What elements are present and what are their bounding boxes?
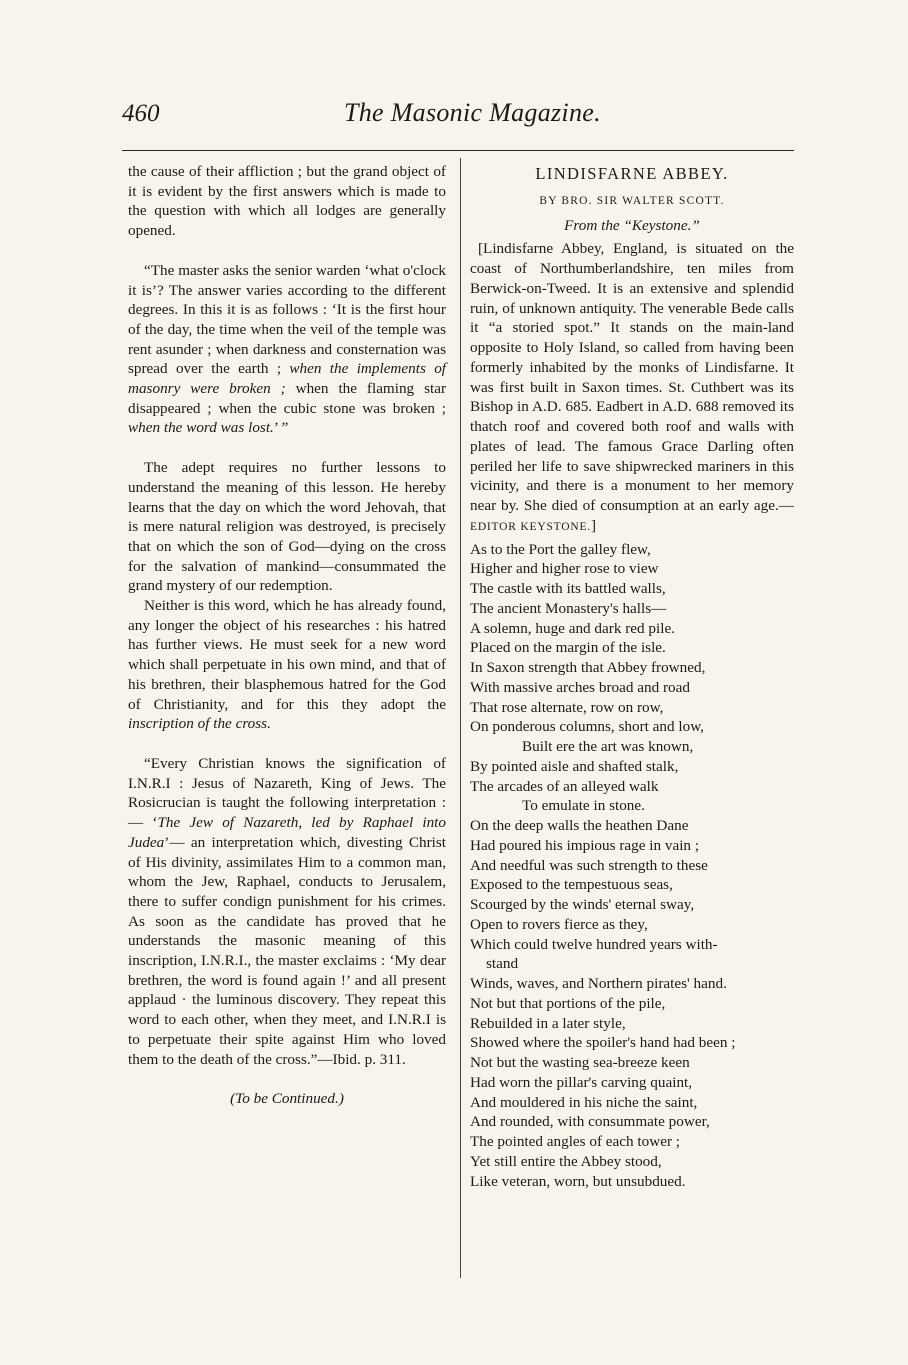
quoted-paragraph (128, 261, 446, 438)
page-number: 460 (122, 100, 160, 127)
poem-line: Had worn the pillar's carving quaint, (470, 1073, 693, 1091)
right-column (470, 162, 794, 1191)
poem-line: The pointed angles of each tower ; (470, 1133, 681, 1150)
text-run: ’ ” (273, 419, 289, 437)
text-run: when the flaming star disappeared ; when the cubic stone was broken ; (128, 380, 447, 417)
poem (470, 540, 794, 1192)
poem-line: As to the Port the galley flew, (470, 540, 651, 558)
poem-line: That rose alternate, row on row, (470, 698, 664, 716)
poem-line: And needful was such strength to these (470, 856, 708, 874)
poem-line: In Saxon strength that Abbey frowned, (470, 659, 706, 676)
poem-line: The ancient Monastery's halls— (470, 599, 667, 617)
italic-text: when the implements of masonry were broken ; (128, 360, 447, 398)
editor-credit: EDITOR KEYSTONE. (470, 520, 591, 533)
quoted-paragraph (128, 754, 446, 1069)
paragraph (128, 596, 446, 734)
article-byline: BY BRO. SIR WALTER SCOTT. (539, 194, 725, 207)
poem-line: Placed on the margin of the isle. (470, 639, 666, 657)
column-divider (460, 158, 461, 1278)
paragraph: the cause of their affliction ; but the grand object of it is evident by the first answers which is made to the question with which all lodges are generally opened. (128, 163, 446, 240)
text-run: ’— an interpretation which, divesting Christ of His divinity, assimilates Him to a common man, whom the Jew, Raphael, conducts to Jerusalem, there to suffer condign punishment for his crimes. As soon as the candidate has proved that he understands the masonic meaning of this inscription, I.N.R.I., the master exclaims : ‘My dear brethren, the word is found again !’ and all present applaud · the luminous discovery. They repeat this word to each other, when they meet, and I.N.R.I is to perpetuate their spite against Him who loved them to the death of the cross.”—Ibid. p. 311. (128, 833, 446, 1068)
text-run: “Every Christian knows the signification of I.N.R.I : Jesus of Nazareth, King of Jews. The Rosicrucian is taught the following interpretation : — ‘ (128, 754, 446, 832)
poem-line: Which could twelve hundred years with- (470, 935, 718, 953)
poem-line: Not but the wasting sea-breeze keen (470, 1054, 690, 1071)
poem-line: Rebuilded in a later style, (470, 1014, 626, 1032)
poem-line: Scourged by the winds' eternal sway, (470, 896, 695, 913)
poem-line: With massive arches broad and road (470, 678, 690, 696)
paragraph-gap (128, 241, 446, 261)
poem-line: A solemn, huge and dark red pile. (470, 619, 675, 637)
italic-text: inscription of the cross. (128, 715, 271, 733)
poem-line: Winds, waves, and Northern pirates' hand. (470, 975, 727, 992)
editor-note (470, 239, 794, 537)
paragraph-gap (128, 438, 446, 458)
text-run: Neither is this word, which he has already found, any longer the object of his researches : his hatred has further views. He must seek for a new word which shall perpetuate in his own mind, and that of his brethren, their blasphemous hatred for the God of Christianity, and for this they adopt the (128, 597, 446, 713)
poem-line: Open to rovers fierce as they, (470, 915, 648, 933)
article-title: LINDISFARNE ABBEY. (535, 164, 729, 183)
text-run: ] (590, 516, 597, 534)
poem-line: Exposed to the tempestuous seas, (470, 876, 673, 894)
poem-line: Had poured his impious rage in vain ; (470, 836, 700, 854)
poem-line: Built ere the art was known, (522, 738, 694, 755)
poem-line: Higher and higher rose to view (470, 560, 659, 578)
article-source: From the “Keystone.” (564, 216, 700, 234)
poem-line: And rounded, with consummate power, (470, 1113, 710, 1131)
poem-line: Not but that portions of the pile, (470, 994, 666, 1012)
italic-text: The Jew of Nazareth, led by Raphael into Judea (128, 814, 446, 851)
poem-line: Showed where the spoiler's hand had been ; (470, 1034, 736, 1052)
page-header (122, 96, 792, 136)
text-run: [Lindisfarne Abbey, England, is situated on the coast of Northumberlandshire, ten miles from Berwick-on-Tweed. It is an extensive and splendid ruin, of unknown antiquity. The venerable Bede calls it “a storied spot.” It stands on the main-land opposite to Holy Island, so called from having been formerly inhabited by the monks of Lindisfarne. It was first built in Saxon times. St. Cuthbert was its Bishop in A.D. 685. Eadbert in A.D. 688 removed its thatch roof and covered both roof and walls with plates of lead. The famous Grace Darling often periled her life to save shipwrecked mariners in this vicinity, and there is a monument to her memory near by. She died of consumption at an early age.— (470, 240, 794, 514)
poem-line: To emulate in stone. (522, 797, 645, 815)
header-rule (122, 150, 794, 151)
poem-line: The castle with its battled walls, (470, 580, 666, 597)
paragraph: The adept requires no further lessons to understand the meaning of this lesson. He hereby learns that the day on which the word Jehovah, that is mere natural religion was destroyed, is precisely that on which the son of God—dying on the cross for the salvation of mankind—consummated the grand mystery of our redemption. (128, 459, 446, 595)
paragraph-gap (128, 734, 446, 754)
italic-text: when the word was lost. (128, 419, 274, 437)
poem-line: On ponderous columns, short and low, (470, 718, 704, 736)
poem-line: Like veteran, worn, but unsubdued. (470, 1172, 686, 1190)
poem-line: stand (486, 955, 519, 973)
text-run: “The master asks the senior warden ‘what o'clock it is’? The answer varies according to the different degrees. In this it is as follows : ‘It is the first hour of the day, the time when the veil of the temple was rent asunder ; when darkness and consternation was spread over the earth ; (128, 261, 446, 378)
poem-line: By pointed aisle and shafted stalk, (470, 757, 679, 775)
poem-line: And mouldered in his niche the saint, (470, 1093, 698, 1111)
poem-line: Yet still entire the Abbey stood, (470, 1152, 662, 1170)
left-column (128, 162, 446, 1109)
poem-line: On the deep walls the heathen Dane (470, 817, 689, 834)
continued-note: (To be Continued.) (230, 1090, 344, 1108)
running-title: The Masonic Magazine. (344, 98, 601, 127)
poem-line: The arcades of an alleyed walk (470, 777, 659, 795)
